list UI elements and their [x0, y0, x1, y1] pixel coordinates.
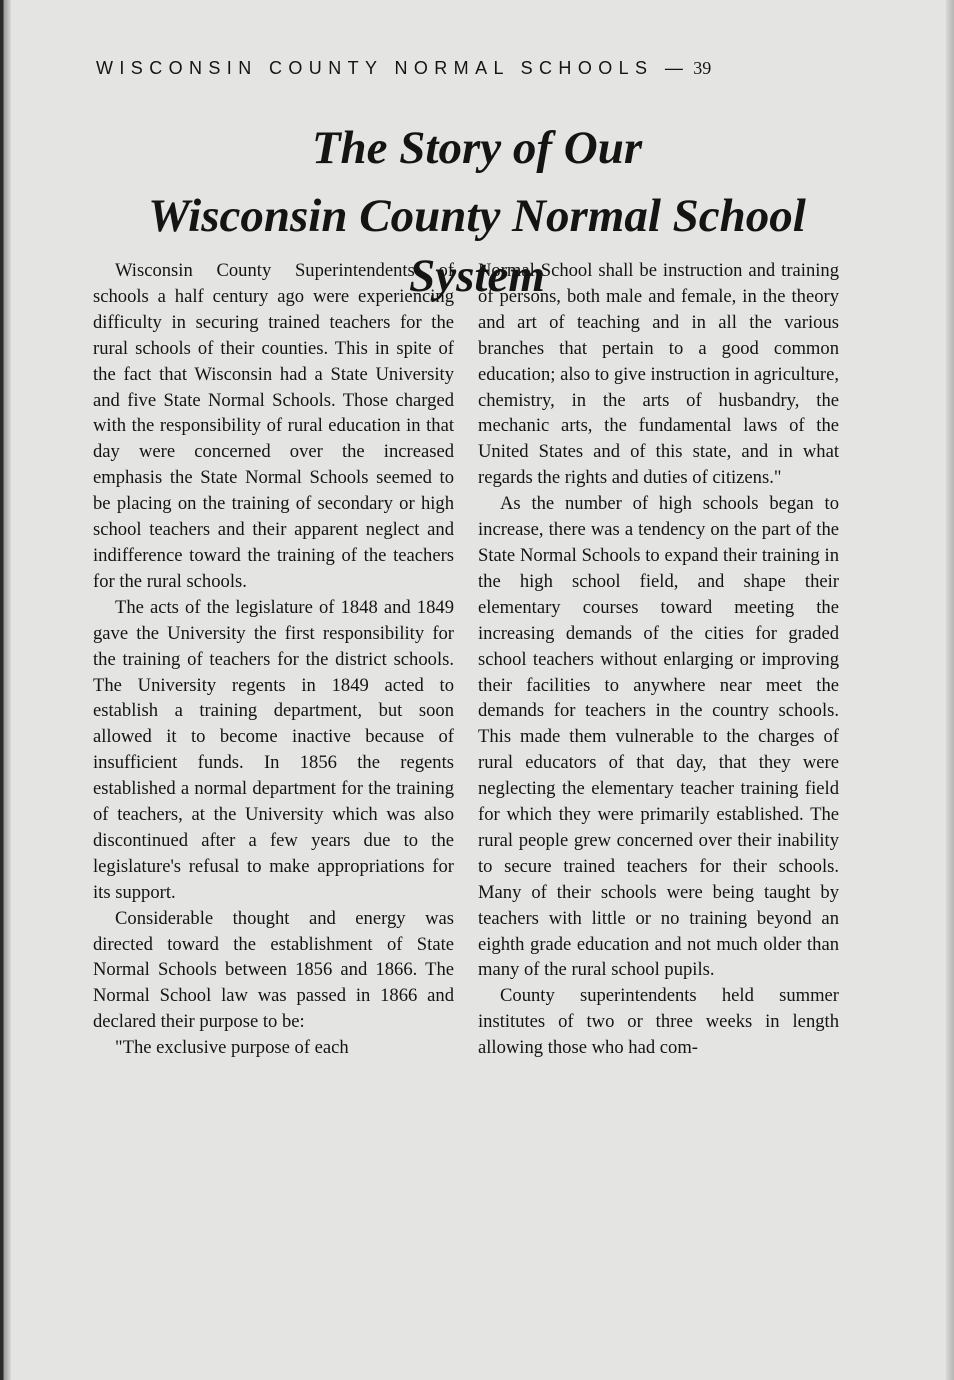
article-title-line-1: The Story of Our [311, 122, 643, 174]
paragraph: Wisconsin County Superintendents of schools a half century ago were experiencing difficulty in securing trained teachers for the rural schools of their counties. This in spite of the fact that Wisconsin had a State University and five State Normal Schools. Those charged with the responsibility of rural education in that day were concerned over the increased emphasis the State Normal Schools seemed to be placing on the training of secondary or high school teachers and their apparent neglect and indifference toward the training of the teachers for the rural schools. [93, 260, 454, 592]
text-column-right [478, 258, 839, 1061]
paragraph: The acts of the legislature of 1848 and 1849 gave the University the first responsibility for the training of teachers for the district schools. The University regents in 1849 acted to establish a training department, but soon allowed it to become inactive because of insufficient funds. In 1856 the regents established a normal department for the training of teachers, at the University which was also discontinued after a few years due to the legislature's refusal to make appropriations for its support. [93, 596, 454, 903]
page-edge-right [946, 0, 954, 1380]
paragraph: "The exclusive purpose of each [115, 1037, 349, 1059]
paragraph: Normal School shall be instruction and training of persons, both male and female, in the theory and art of teaching and in all the various branches that pertain to a good common education; also to give instruction in agriculture, chemistry, in the arts of husbandry, the mechanic arts, the fundamental laws of the United States and of this state, and in what regards the rights and duties of citizens." [478, 260, 839, 489]
paragraph: As the number of high schools began to increase, there was a tendency on the part of the State Normal Schools to expand their training in the high school field, and shape their elementary courses toward meeting the increasing demands of the cities for graded school teachers without enlarging or improving their facilities to anywhere near meet the demands for teachers in the country schools. This made them vulnerable to the charges of rural educators of that day, that they were neglecting the elementary teacher training field for which they were primarily established. The rural people grew concerned over their inability to secure trained teachers for their schools. Many of their schools were being taught by teachers with little or no training beyond an eighth grade education and not much older than many of the rural school pupils. [478, 493, 839, 981]
article-title-line-2: Wisconsin County Normal School System [148, 190, 806, 302]
text-column-left [93, 258, 454, 1061]
page-number: 39 [693, 57, 712, 78]
running-head-text: WISCONSIN COUNTY NORMAL SCHOOLS — [96, 57, 690, 78]
paragraph: Considerable thought and energy was directed toward the establishment of State Normal Schools between 1856 and 1866. The Normal School law was passed in 1866 and declared their purpose to be: [93, 907, 454, 1033]
paragraph: County superintendents held summer institutes of two or three weeks in length allowing those who had com- [478, 985, 839, 1059]
page-edge-left [0, 0, 11, 1380]
running-head [96, 54, 846, 82]
